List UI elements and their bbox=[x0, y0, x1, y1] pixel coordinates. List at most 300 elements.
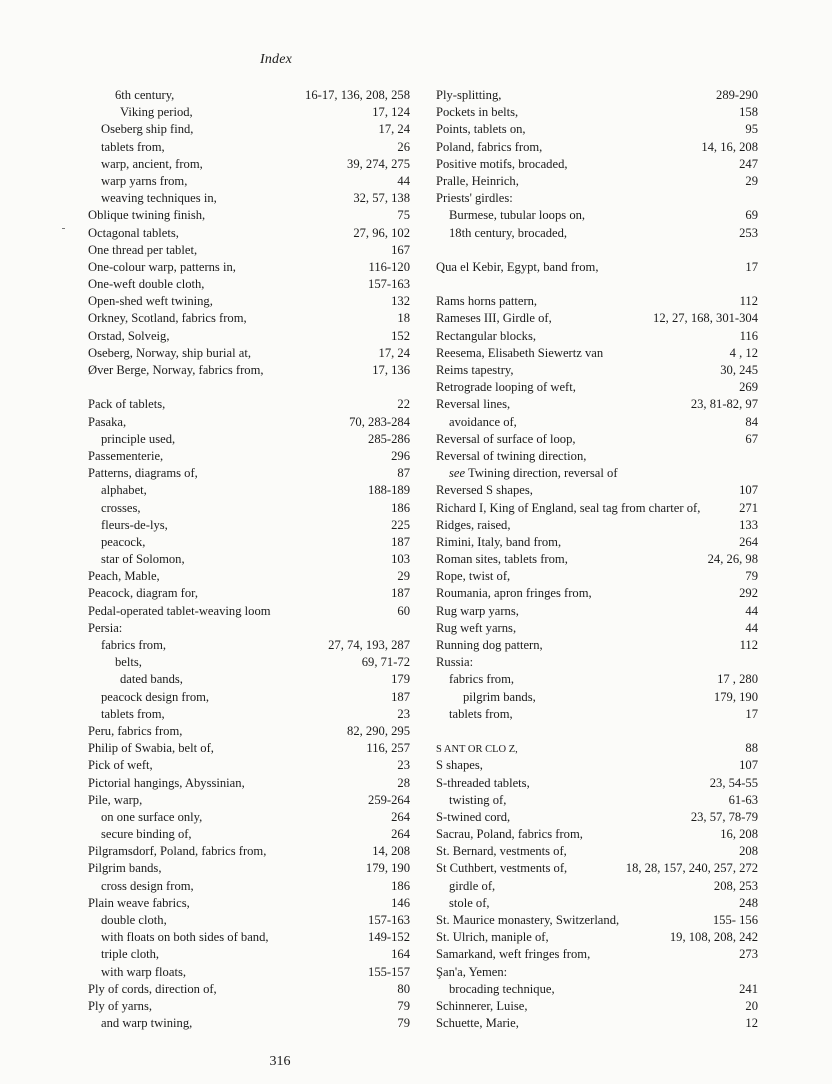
index-term: Priests' girdles: bbox=[436, 191, 513, 206]
index-term: Şan'a, Yemen: bbox=[436, 964, 508, 979]
index-entry bbox=[436, 551, 758, 568]
index-term: secure binding of, bbox=[101, 827, 192, 842]
margin-mark bbox=[62, 228, 65, 229]
index-term: Persia: bbox=[88, 620, 123, 635]
index-term: double cloth, bbox=[101, 913, 167, 927]
index-term: Orstad, Solveig, bbox=[88, 328, 170, 343]
index-term: Viking period, bbox=[120, 105, 193, 120]
index-term: principle used, bbox=[101, 431, 176, 446]
index-entry bbox=[436, 104, 758, 121]
index-entry-spacer bbox=[436, 723, 758, 740]
index-page-refs: 17 , 280 bbox=[717, 672, 758, 687]
index-term: Reversal of twining direction, bbox=[436, 448, 587, 463]
index-term: Rectangular blocks, bbox=[436, 328, 537, 343]
index-term: weaving techniques in, bbox=[101, 191, 217, 206]
index-page-refs: 84 bbox=[745, 414, 758, 429]
index-entry bbox=[436, 190, 758, 207]
index-page-refs: 82, 290, 295 bbox=[347, 723, 410, 738]
index-term: tablets from, bbox=[449, 706, 513, 721]
index-entry bbox=[88, 895, 410, 912]
index-page-refs: 157-163 bbox=[368, 913, 410, 927]
index-term: triple cloth, bbox=[101, 947, 160, 962]
index-page-refs: 61-63 bbox=[728, 792, 758, 807]
index-page-refs: 116, 257 bbox=[366, 741, 410, 756]
index-page-refs: 22 bbox=[397, 397, 410, 412]
index-page-refs: 79 bbox=[745, 569, 758, 584]
index-entry bbox=[88, 792, 410, 809]
index-term: Pack of tablets, bbox=[88, 397, 166, 412]
index-entry bbox=[88, 637, 410, 654]
index-term: Rope, twist of, bbox=[436, 569, 511, 584]
index-term: Schinnerer, Luise, bbox=[436, 998, 528, 1013]
index-entry bbox=[436, 568, 758, 585]
index-entry bbox=[88, 809, 410, 826]
index-page-refs: 60 bbox=[397, 603, 410, 618]
index-page-refs: 269 bbox=[739, 380, 758, 395]
index-entry bbox=[88, 964, 410, 981]
index-entry bbox=[436, 654, 758, 671]
index-page-refs: 253 bbox=[739, 225, 758, 240]
index-term: Retrograde looping of weft, bbox=[436, 380, 576, 395]
index-page-refs: 30, 245 bbox=[720, 363, 758, 377]
index-entry bbox=[436, 1015, 758, 1032]
index-page-refs: 69 bbox=[745, 208, 758, 223]
index-entry bbox=[436, 620, 758, 637]
index-column-right bbox=[436, 87, 758, 1032]
index-term: St. Maurice monastery, Switzerland, bbox=[436, 913, 620, 927]
index-page-refs: 14, 16, 208 bbox=[701, 139, 758, 154]
index-term: Philip of Swabia, belt of, bbox=[88, 741, 214, 756]
index-entry bbox=[88, 534, 410, 551]
index-term: S-twined cord, bbox=[436, 809, 511, 824]
index-page-refs: 29 bbox=[397, 569, 410, 584]
index-entry bbox=[88, 878, 410, 895]
index-term: One thread per tablet, bbox=[88, 242, 198, 257]
index-entry bbox=[436, 929, 758, 946]
index-term: Reversal lines, bbox=[436, 397, 511, 412]
index-term: Qua el Kebir, Egypt, band from, bbox=[436, 259, 599, 274]
index-page-refs: 187 bbox=[391, 534, 410, 549]
index-page-refs: 17 bbox=[745, 259, 758, 274]
index-entry bbox=[88, 87, 410, 104]
index-page-refs: 164 bbox=[391, 947, 410, 962]
index-page-refs: 158 bbox=[739, 105, 758, 120]
index-page-refs: 112 bbox=[739, 294, 758, 309]
index-entry bbox=[88, 568, 410, 585]
index-page-refs: 179 bbox=[391, 672, 410, 687]
index-entry bbox=[88, 740, 410, 757]
index-page-refs: 17, 24 bbox=[378, 345, 410, 360]
index-term: girdle of, bbox=[449, 878, 496, 893]
index-entry bbox=[88, 1015, 410, 1032]
index-entry bbox=[88, 620, 410, 637]
index-entry bbox=[436, 379, 758, 396]
index-page-refs: 12, 27, 168, 301-304 bbox=[653, 311, 758, 326]
index-term: Roumania, apron fringes from, bbox=[436, 586, 592, 601]
index-entry-spacer bbox=[436, 242, 758, 259]
index-page-refs: 27, 96, 102 bbox=[353, 225, 410, 240]
index-entry bbox=[88, 654, 410, 671]
index-page-refs: 264 bbox=[391, 827, 410, 842]
index-page-refs: 23, 57, 78-79 bbox=[690, 809, 758, 824]
index-page-refs: 23, 81-82, 97 bbox=[690, 397, 758, 412]
index-term: Peach, Mable, bbox=[88, 569, 160, 584]
index-entry bbox=[436, 998, 758, 1015]
index-entry bbox=[88, 826, 410, 843]
index-entry bbox=[436, 826, 758, 843]
index-entry bbox=[436, 173, 758, 190]
index-page-refs: 152 bbox=[391, 328, 410, 343]
index-entry bbox=[88, 207, 410, 224]
index-term: Reversal of surface of loop, bbox=[436, 431, 576, 446]
index-term: St. Ulrich, maniple of, bbox=[436, 930, 549, 945]
index-page-refs: 87 bbox=[397, 466, 410, 481]
index-entry bbox=[436, 362, 758, 379]
index-page-refs: 225 bbox=[391, 517, 410, 532]
index-entry bbox=[436, 912, 758, 929]
index-page-refs: 17 bbox=[745, 706, 758, 721]
index-page-refs: 80 bbox=[397, 981, 410, 996]
index-entry bbox=[436, 156, 758, 173]
index-entry bbox=[88, 706, 410, 723]
index-term: Pick of weft, bbox=[88, 758, 153, 773]
index-entry bbox=[88, 671, 410, 688]
index-page-refs: 132 bbox=[391, 294, 410, 309]
index-page-refs: 70, 283-284 bbox=[349, 414, 410, 429]
index-term: tablets from, bbox=[101, 139, 165, 154]
index-entry bbox=[88, 500, 410, 517]
index-entry bbox=[436, 706, 758, 723]
index-page-refs: 17, 136 bbox=[372, 363, 410, 377]
index-entry bbox=[88, 156, 410, 173]
index-term: warp yarns from, bbox=[101, 173, 188, 188]
index-term: One-weft double cloth, bbox=[88, 277, 205, 292]
index-term: Rug weft yarns, bbox=[436, 620, 517, 635]
index-page-refs: 17, 124 bbox=[372, 105, 410, 120]
index-term: alphabet, bbox=[101, 483, 147, 498]
index-term: S-threaded tablets, bbox=[436, 775, 530, 790]
index-entry bbox=[436, 809, 758, 826]
index-term: fleurs-de-lys, bbox=[101, 517, 168, 532]
index-entry bbox=[436, 414, 758, 431]
index-entry bbox=[88, 225, 410, 242]
index-column-left bbox=[88, 87, 410, 1032]
index-page-refs: 292 bbox=[739, 586, 758, 601]
index-term: Pockets in belts, bbox=[436, 105, 519, 120]
index-term: crosses, bbox=[101, 500, 141, 515]
index-entry bbox=[88, 860, 410, 877]
index-entry bbox=[88, 723, 410, 740]
index-page-refs: 23 bbox=[397, 758, 410, 773]
index-term: with floats on both sides of band, bbox=[101, 930, 269, 945]
index-page-refs: 107 bbox=[739, 483, 758, 498]
index-term: Pilgrim bands, bbox=[88, 861, 162, 876]
index-entry bbox=[88, 414, 410, 431]
index-term: Pictorial hangings, Abyssinian, bbox=[88, 775, 245, 790]
index-entry bbox=[88, 757, 410, 774]
index-entry bbox=[88, 139, 410, 156]
index-entry bbox=[436, 585, 758, 602]
index-page-refs: 107 bbox=[739, 758, 758, 773]
index-page-refs: 271 bbox=[739, 500, 758, 515]
index-term: Reesema, Elisabeth Siewertz van bbox=[436, 345, 604, 360]
index-page-refs: 188-189 bbox=[368, 483, 410, 498]
index-term: Pedal-operated tablet-weaving loom bbox=[88, 603, 271, 618]
index-term: Octagonal tablets, bbox=[88, 225, 179, 240]
index-entry bbox=[436, 500, 758, 517]
index-term: Pile, warp, bbox=[88, 792, 143, 807]
index-page-refs: 149-152 bbox=[368, 930, 410, 945]
index-entry bbox=[88, 396, 410, 413]
index-term: 18th century, brocaded, bbox=[449, 225, 568, 240]
index-page-refs: 208 bbox=[739, 844, 758, 859]
index-term: Peacock, diagram for, bbox=[88, 586, 198, 601]
index-term: Patterns, diagrams of, bbox=[88, 466, 198, 481]
index-term: Ply of yarns, bbox=[88, 998, 153, 1013]
index-entry bbox=[436, 139, 758, 156]
index-entry bbox=[436, 981, 758, 998]
index-page-refs: 18, 28, 157, 240, 257, 272 bbox=[625, 861, 758, 876]
index-term: St. Bernard, vestments of, bbox=[436, 844, 567, 859]
index-entry bbox=[88, 689, 410, 706]
index-term: and warp twining, bbox=[101, 1016, 193, 1031]
index-page-refs: 146 bbox=[391, 895, 410, 910]
index-entry bbox=[88, 843, 410, 860]
index-page-refs: 179, 190 bbox=[365, 861, 410, 876]
index-entry bbox=[436, 860, 758, 877]
index-page-refs: 16-17, 136, 208, 258 bbox=[305, 88, 410, 102]
index-entry bbox=[88, 345, 410, 362]
index-page-refs: 187 bbox=[391, 689, 410, 704]
index-entry bbox=[88, 362, 410, 379]
index-page-refs: 155- 156 bbox=[712, 913, 758, 927]
index-term: S shapes, bbox=[436, 758, 483, 773]
index-entry bbox=[436, 328, 758, 345]
index-page-refs: 157-163 bbox=[368, 277, 410, 292]
index-term: Points, tablets on, bbox=[436, 122, 526, 137]
index-entry bbox=[436, 946, 758, 963]
index-term: Ridges, raised, bbox=[436, 517, 511, 532]
index-page-refs: 116 bbox=[739, 328, 758, 343]
index-term: dated bands, bbox=[120, 672, 183, 687]
index-page-refs: 32, 57, 138 bbox=[353, 191, 410, 206]
index-term: St Cuthbert, vestments of, bbox=[436, 861, 568, 876]
index-entry bbox=[88, 310, 410, 327]
index-entry bbox=[88, 946, 410, 963]
index-page-refs: 19, 108, 208, 242 bbox=[669, 930, 758, 945]
index-entry bbox=[436, 310, 758, 327]
index-entry bbox=[88, 517, 410, 534]
index-page-refs: 186 bbox=[391, 878, 410, 893]
index-term: Reversed S shapes, bbox=[436, 483, 533, 498]
index-entry bbox=[88, 431, 410, 448]
index-page-refs: 259-264 bbox=[368, 792, 410, 807]
index-term: avoidance of, bbox=[449, 414, 517, 429]
index-term: Ply of cords, direction of, bbox=[88, 981, 217, 996]
index-page-refs: 116-120 bbox=[368, 259, 410, 274]
index-entry bbox=[88, 929, 410, 946]
index-term: Russia: bbox=[436, 655, 474, 670]
index-entry bbox=[88, 912, 410, 929]
index-page-refs: 20 bbox=[745, 998, 758, 1013]
index-entry bbox=[88, 328, 410, 345]
cross-reference-label: see bbox=[449, 466, 466, 481]
index-term: tablets from, bbox=[101, 706, 165, 721]
index-entry bbox=[436, 895, 758, 912]
index-entry bbox=[436, 740, 758, 757]
index-entry bbox=[436, 792, 758, 809]
index-term: Roman sites, tablets from, bbox=[436, 552, 568, 567]
index-page-refs: 264 bbox=[739, 534, 758, 549]
index-term: Rimini, Italy, band from, bbox=[436, 534, 562, 549]
index-entry bbox=[436, 431, 758, 448]
index-term: Positive motifs, brocaded, bbox=[436, 156, 568, 171]
index-entry bbox=[436, 87, 758, 104]
index-page-refs: 27, 74, 193, 287 bbox=[328, 638, 410, 652]
index-entry bbox=[436, 689, 758, 706]
index-entry bbox=[88, 603, 410, 620]
index-page-refs: 186 bbox=[391, 500, 410, 515]
index-term: Schuette, Marie, bbox=[436, 1016, 519, 1031]
index-entry bbox=[436, 259, 758, 276]
index-term: Passementerie, bbox=[88, 448, 164, 463]
index-page-refs: 79 bbox=[397, 1016, 410, 1031]
index-term: Oseberg, Norway, ship burial at, bbox=[88, 345, 251, 360]
index-term: Samarkand, weft fringes from, bbox=[436, 947, 591, 962]
index-entry bbox=[88, 121, 410, 138]
index-term: Poland, fabrics from, bbox=[436, 139, 543, 154]
index-term: Orkney, Scotland, fabrics from, bbox=[88, 311, 247, 326]
index-page-refs: 208, 253 bbox=[713, 878, 758, 893]
index-entry bbox=[436, 964, 758, 981]
index-entry bbox=[436, 207, 758, 224]
index-term: Oseberg ship find, bbox=[101, 122, 194, 137]
index-page-refs: 44 bbox=[745, 620, 758, 635]
index-entry bbox=[88, 242, 410, 259]
index-entry bbox=[88, 276, 410, 293]
index-page-refs: 273 bbox=[739, 947, 758, 962]
index-entry bbox=[436, 671, 758, 688]
index-term bbox=[436, 465, 618, 482]
index-term: Rams horns pattern, bbox=[436, 294, 538, 309]
index-entry bbox=[88, 551, 410, 568]
index-page-refs: 167 bbox=[391, 242, 410, 257]
index-page-refs: 95 bbox=[745, 122, 758, 137]
index-entry bbox=[88, 981, 410, 998]
index-term: cross design from, bbox=[101, 878, 194, 893]
index-entry bbox=[88, 259, 410, 276]
index-entry bbox=[436, 603, 758, 620]
index-page-refs: 26 bbox=[397, 139, 410, 154]
index-entry bbox=[88, 775, 410, 792]
index-term: Sacrau, Poland, fabrics from, bbox=[436, 827, 583, 842]
index-entry bbox=[436, 225, 758, 242]
index-term: peacock design from, bbox=[101, 689, 210, 704]
index-page-refs: 247 bbox=[739, 156, 758, 171]
index-term: Pralle, Heinrich, bbox=[436, 173, 519, 188]
index-term: Ply-splitting, bbox=[436, 88, 502, 102]
index-term: warp, ancient, from, bbox=[101, 156, 203, 171]
index-entry bbox=[436, 121, 758, 138]
index-page-refs: 79 bbox=[397, 998, 410, 1013]
index-page-refs: 29 bbox=[745, 173, 758, 188]
index-page-refs: 248 bbox=[739, 895, 758, 910]
index-page-refs: 69, 71-72 bbox=[361, 655, 410, 670]
index-entry bbox=[436, 482, 758, 499]
index-page-refs: 4 , 12 bbox=[729, 345, 758, 360]
index-entry bbox=[436, 534, 758, 551]
index-term: Richard I, King of England, seal tag from charter of, bbox=[436, 500, 701, 515]
index-page-refs: 179, 190 bbox=[713, 689, 758, 704]
index-term: Pilgramsdorf, Poland, fabrics from, bbox=[88, 844, 267, 859]
index-entry bbox=[88, 293, 410, 310]
index-page-refs: 289-290 bbox=[716, 88, 758, 102]
index-term: Rug warp yarns, bbox=[436, 603, 519, 618]
index-term: fabrics from, bbox=[449, 672, 515, 687]
index-entry bbox=[436, 775, 758, 792]
index-page-refs: 264 bbox=[391, 809, 410, 824]
index-term: Burmese, tubular loops on, bbox=[449, 208, 586, 223]
index-entry bbox=[436, 465, 758, 482]
index-term: Plain weave fabrics, bbox=[88, 895, 190, 910]
index-entry bbox=[88, 448, 410, 465]
index-entry bbox=[436, 396, 758, 413]
index-page-refs: 44 bbox=[397, 173, 410, 188]
index-term: pilgrim bands, bbox=[463, 689, 536, 704]
index-entry bbox=[88, 190, 410, 207]
index-page-refs: 112 bbox=[739, 638, 758, 652]
index-entry bbox=[436, 448, 758, 465]
index-page-refs: 16, 208 bbox=[720, 827, 758, 842]
index-page-refs: 241 bbox=[739, 981, 758, 996]
index-term: fabrics from, bbox=[101, 638, 167, 652]
index-entry bbox=[436, 843, 758, 860]
index-page-refs: 44 bbox=[745, 603, 758, 618]
index-page-refs: 23, 54-55 bbox=[709, 775, 758, 790]
index-term: brocading technique, bbox=[449, 981, 555, 996]
index-page-refs: 103 bbox=[391, 552, 410, 567]
index-entry bbox=[436, 345, 758, 362]
index-page-refs: 23 bbox=[397, 706, 410, 721]
index-page-refs: 155-157 bbox=[368, 964, 410, 979]
index-page-refs: 88 bbox=[745, 741, 758, 756]
index-page-refs: 24, 26, 98 bbox=[707, 552, 758, 567]
index-page-refs: 39, 274, 275 bbox=[347, 156, 410, 171]
index-page-refs: 75 bbox=[397, 208, 410, 223]
index-entry bbox=[88, 482, 410, 499]
index-term: peacock, bbox=[101, 534, 146, 549]
index-term: One-colour warp, patterns in, bbox=[88, 259, 236, 274]
index-page-refs: 17, 24 bbox=[378, 122, 410, 137]
index-entry bbox=[88, 104, 410, 121]
index-term: with warp floats, bbox=[101, 964, 186, 979]
index-entry bbox=[436, 637, 758, 654]
index-page-refs: 285-286 bbox=[368, 431, 410, 446]
index-page-refs: 28 bbox=[397, 775, 410, 790]
index-term: Reims tapestry, bbox=[436, 363, 514, 377]
index-term: Peru, fabrics from, bbox=[88, 723, 183, 738]
index-page-refs: 67 bbox=[745, 431, 758, 446]
index-term: Pasaka, bbox=[88, 414, 127, 429]
index-term: Open-shed weft twining, bbox=[88, 294, 213, 309]
index-entry-spacer bbox=[436, 276, 758, 293]
index-page-refs: 14, 208 bbox=[372, 844, 410, 859]
index-term: 6th century, bbox=[115, 88, 175, 102]
index-entry bbox=[436, 293, 758, 310]
index-page-refs: 296 bbox=[391, 448, 410, 463]
index-page-refs: 18 bbox=[397, 311, 410, 326]
index-entry bbox=[436, 878, 758, 895]
